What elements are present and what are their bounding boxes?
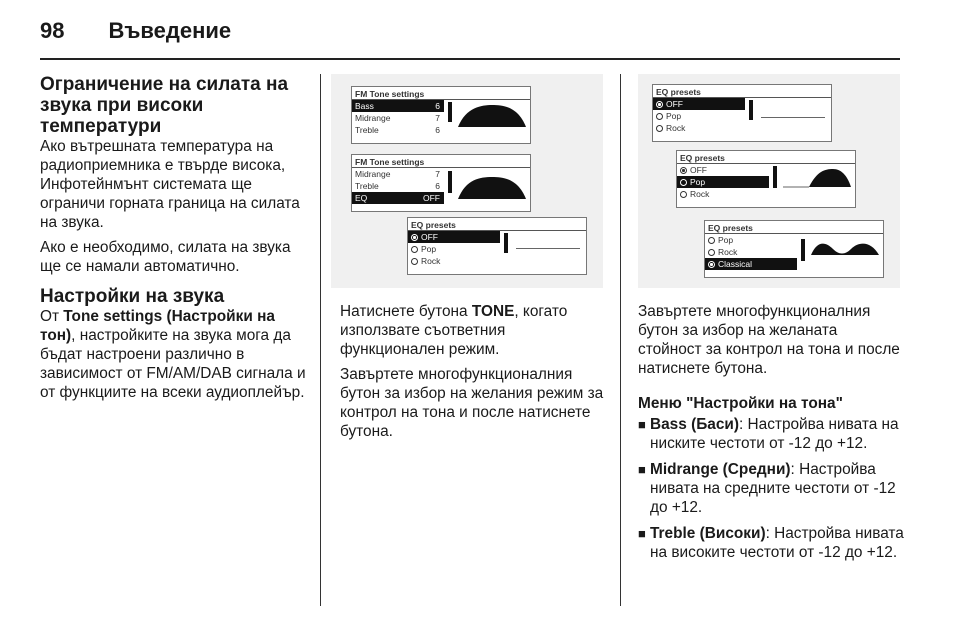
- eq-curve-graphic: [809, 237, 881, 261]
- column-divider-2: [620, 74, 621, 606]
- paragraph-press-tone: Натиснете бутона TONE, когато използвате съответния функционален режим.: [340, 303, 568, 358]
- menu-row: Treble 6: [355, 181, 440, 191]
- paragraph-sound-settings: От Tone settings (Настройки на тон), настройките на звука мога да бъдат настроени различно в зависимост от FM/AM/DAB сигнала и от функциите на всеки аудиоплейър.: [40, 308, 306, 401]
- menu-row: EQ OFF: [352, 192, 444, 204]
- paragraph-rotate-select-value: Завъртете многофункционалния бутон за избор на желаната стойност за контрол на тона и после натиснете бутона.: [638, 303, 900, 377]
- menu-row: Rock: [408, 255, 500, 267]
- menu-row: Rock: [653, 122, 745, 134]
- list-item-treble: ■ Treble (Високи): Настройва нивата на високите честоти от -12 до +12.: [638, 524, 904, 562]
- menu-row: Pop: [677, 176, 769, 188]
- screen-title: EQ presets: [705, 221, 883, 234]
- scrollbar: [448, 171, 452, 193]
- screen-title: FM Tone settings: [352, 155, 530, 168]
- menu-row: Midrange 7: [355, 169, 440, 179]
- eq-curve-graphic: [783, 165, 853, 195]
- menu-row: OFF: [677, 164, 769, 176]
- menu-row: OFF: [653, 98, 745, 110]
- screen-title: EQ presets: [408, 218, 586, 231]
- flat-eq-line: [761, 117, 825, 118]
- scrollbar: [801, 239, 805, 261]
- screen-eq-presets-2: [676, 150, 856, 208]
- screen-title: EQ presets: [653, 85, 831, 98]
- menu-row: Rock: [677, 188, 769, 200]
- menu-row: Pop: [705, 234, 797, 246]
- eq-curve-graphic: [456, 101, 528, 131]
- screen-eq-presets-3: [704, 220, 884, 278]
- scrollbar: [773, 166, 777, 188]
- column-3: [638, 302, 904, 569]
- screen-eq-presets-1: [652, 84, 832, 142]
- screen-title: EQ presets: [677, 151, 855, 164]
- screen-fm-tone-settings-2: [351, 154, 531, 212]
- scrollbar: [448, 102, 452, 122]
- illustration-eq-presets: [638, 74, 900, 288]
- menu-row: Rock: [705, 246, 797, 258]
- tone-settings-term: Tone settings (Настройки на тон): [40, 308, 275, 344]
- menu-row: OFF: [408, 231, 500, 243]
- page-header: [40, 18, 231, 48]
- column-2: [340, 302, 606, 447]
- page-number: 98: [40, 18, 65, 43]
- screen-eq-presets: [407, 217, 587, 275]
- eq-curve-graphic: [456, 171, 528, 201]
- list-item-midrange: ■ Midrange (Средни): Настройва нивата на средните честоти от -12 до +12.: [638, 460, 904, 517]
- screen-title: FM Tone settings: [352, 87, 530, 100]
- menu-row: Bass 6: [352, 100, 444, 112]
- column-1: [40, 74, 312, 408]
- menu-row: Treble 6: [355, 125, 440, 135]
- scrollbar: [749, 100, 753, 120]
- paragraph-rotate-select-mode: Завъртете многофункционалния бутон за избор на желания режим за контрол на тона и после натиснете бутона.: [340, 366, 604, 440]
- flat-eq-line: [516, 248, 580, 249]
- menu-row: Pop: [408, 243, 500, 255]
- menu-row: Classical: [705, 258, 797, 270]
- screen-fm-tone-settings-1: [351, 86, 531, 144]
- illustration-tone-settings: [331, 74, 603, 288]
- page-title: Въведение: [108, 18, 232, 43]
- section-heading-sound-settings: Настройки на звука: [40, 286, 225, 307]
- menu-row: Midrange 7: [355, 113, 440, 123]
- paragraph-temperature-2: Ако е необходимо, силата на звука ще се намали автоматично.: [40, 239, 291, 275]
- scrollbar: [504, 233, 508, 253]
- tone-button-term: TONE: [471, 303, 515, 320]
- section-heading-temperature: Ограничение на силата на звука при високи температури: [40, 74, 289, 137]
- menu-heading-tone-settings: Меню "Настройки на тона": [638, 395, 843, 412]
- header-divider: [40, 58, 900, 60]
- column-divider-1: [320, 74, 321, 606]
- paragraph-temperature-1: Ако вътрешната температура на радиоприемника е твърде висока, Инфотейнмънт системата ще ограничи горната граница на силата на звука.: [40, 138, 300, 231]
- list-item-bass: ■ Bass (Баси): Настройва нивата на ниските честоти от -12 до +12.: [638, 415, 904, 453]
- tone-settings-list: [638, 415, 904, 562]
- menu-row: Pop: [653, 110, 745, 122]
